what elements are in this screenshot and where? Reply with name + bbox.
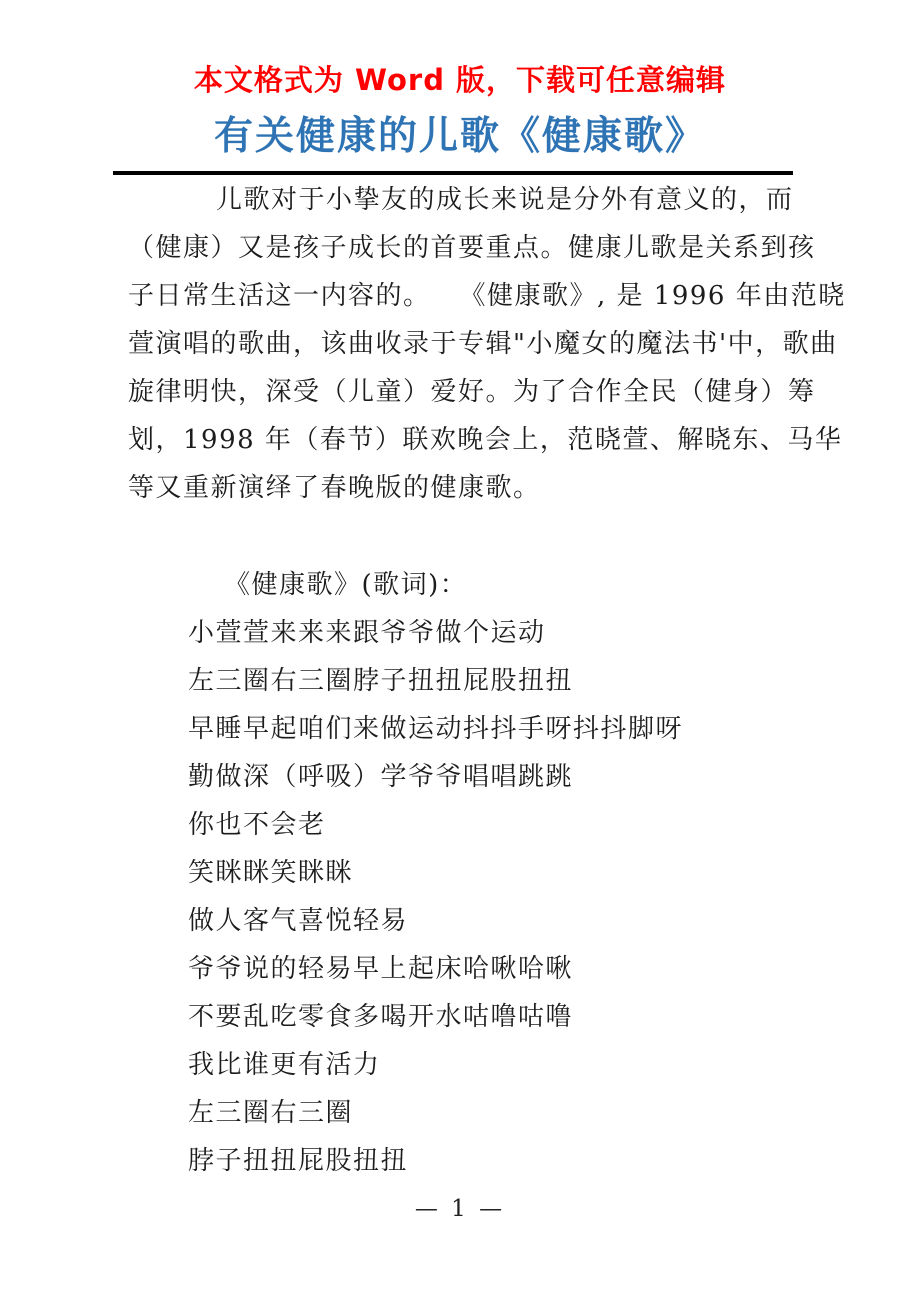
intro-paragraph xyxy=(128,176,846,512)
lyrics-heading: 《健康歌》(歌词)： xyxy=(224,570,468,600)
paragraph-line: （健康）又是孩子成长的首要重点。健康儿歌是关系到孩 xyxy=(128,233,816,263)
lyric-line: 左三圈右三圈 xyxy=(188,1098,354,1128)
lyric-line: 小萱萱来来来跟爷爷做个运动 xyxy=(188,618,546,648)
paragraph-line: 旋律明快，深受（儿童）爱好。为了合作全民（健身）筹 xyxy=(128,377,816,407)
paragraph-line: 等又重新演绎了春晚版的健康歌。 xyxy=(128,473,541,503)
lyrics-list xyxy=(128,609,796,1185)
lyric-line: 早睡早起咱们来做运动抖抖手呀抖抖脚呀 xyxy=(188,714,684,744)
lyric-line: 你也不会老 xyxy=(188,810,326,840)
paragraph-line: 划，1998 年（春节）联欢晚会上，范晓萱、解晓东、马华 xyxy=(128,425,843,455)
title-divider xyxy=(113,171,793,175)
lyric-line: 笑眯眯笑眯眯 xyxy=(188,858,354,888)
lyric-line: 爷爷说的轻易早上起床哈啾哈啾 xyxy=(188,954,574,984)
lyric-line: 不要乱吃零食多喝开水咕噜咕噜 xyxy=(188,1002,574,1032)
lyric-line: 脖子扭扭屁股扭扭 xyxy=(188,1146,409,1176)
format-note: 本文格式为 Word 版，下载可任意编辑 xyxy=(193,63,727,97)
lyric-line: 勤做深（呼吸）学爷爷唱唱跳跳 xyxy=(188,762,574,792)
page-number: — 1 — xyxy=(414,1196,506,1222)
paragraph-line: 子日常生活这一内容的。 《健康歌》, 是 1996 年由范晓 xyxy=(128,281,846,311)
lyric-line: 左三圈右三圈脖子扭扭屁股扭扭 xyxy=(188,666,574,696)
paragraph-line: 萱演唱的歌曲，该曲收录于专辑"小魔女的魔法书'中，歌曲 xyxy=(128,329,838,359)
lyric-line: 做人客气喜悦轻易 xyxy=(188,906,409,936)
page-title: 有关健康的儿歌《健康歌》 xyxy=(213,113,706,159)
paragraph-line: 儿歌对于小挚友的成长来说是分外有意义的，而 xyxy=(216,185,794,215)
lyric-line: 我比谁更有活力 xyxy=(188,1050,381,1080)
